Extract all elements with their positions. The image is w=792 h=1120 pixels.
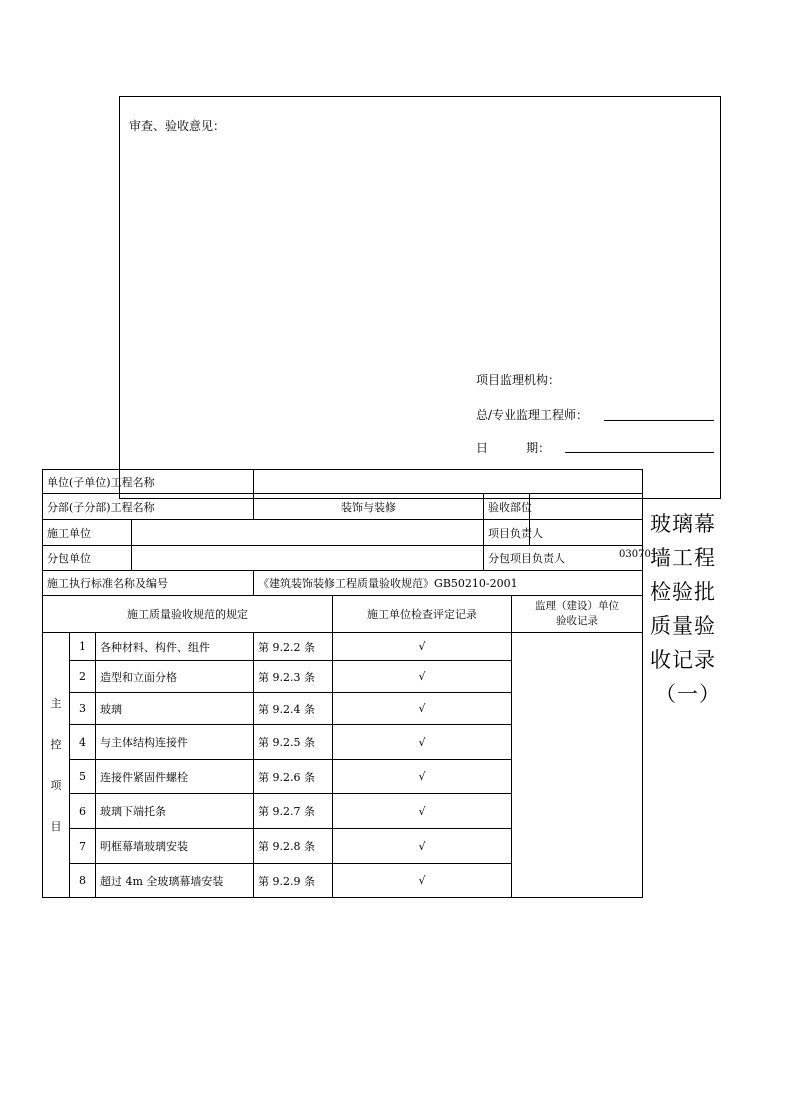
contractor-value[interactable] [132,520,484,546]
side-title-line: 收记录 [650,648,716,672]
main-control-char: 项 [50,779,62,792]
item-number: 7 [70,829,96,864]
project-name-row [43,470,643,494]
date-line [565,452,714,453]
item-name: 造型和立面分格 [96,661,254,693]
main-control-char: 目 [50,820,62,833]
item-check: √ [333,864,512,898]
item-name: 各种材料、构件、组件 [96,633,254,661]
contractor-label: 施工单位 [43,520,132,546]
side-title-line: 玻璃幕 [650,512,716,536]
main-control-char: 主 [50,697,62,710]
item-check: √ [333,661,512,693]
project-manager-value[interactable] [530,520,643,546]
project-name-value[interactable] [254,470,643,494]
item-clause: 第 9.2.2 条 [254,633,333,661]
sub-manager-label: 分包项目负责人 [484,546,643,571]
item-clause: 第 9.2.4 条 [254,693,333,725]
item-name: 连接件紧固件螺栓 [96,760,254,794]
item-number: 4 [70,725,96,760]
standard-row [43,571,643,596]
item-check: √ [333,633,512,661]
main-control-label [43,633,70,898]
date-label: 日 期： [476,441,551,455]
contractor-record-header: 施工单位检查评定记录 [333,596,512,633]
item-check: √ [333,693,512,725]
supervision-org-label: 项目监理机构： [476,373,561,387]
supervisor-header-line1: 监理（建设）单位 [535,600,620,612]
inspection-form-table [42,469,643,898]
inspection-part-value[interactable] [530,494,643,520]
item-name: 超过 4m 全玻璃幕墙安装 [96,864,254,898]
item-number: 5 [70,760,96,794]
item-clause: 第 9.2.8 条 [254,829,333,864]
project-name-label: 单位(子单位)工程名称 [43,470,254,494]
subcontractor-label: 分包单位 [43,546,132,571]
supervisor-header-line2: 验收记录 [556,615,599,627]
item-number: 3 [70,693,96,725]
item-check: √ [333,760,512,794]
subcontractor-row [43,546,643,571]
item-number: 1 [70,633,96,661]
supervising-engineer-label: 总/专业监理工程师： [476,408,589,422]
item-number: 6 [70,794,96,829]
side-title-line: 质量验 [650,614,716,638]
engineer-signature-line [604,420,714,421]
spec-header: 施工质量验收规范的规定 [43,596,333,633]
main-control-char: 控 [50,738,62,751]
subcontractor-value[interactable] [132,546,484,571]
project-manager-label: 项目负责人 [484,520,530,546]
inspection-part-label: 验收部位 [484,494,530,520]
item-check: √ [333,829,512,864]
side-title-line: 墙工程 [650,546,716,570]
subdivision-value: 装饰与装修 [254,494,484,520]
item-check: √ [333,725,512,760]
review-opinion-box [119,96,721,499]
form-code: 030701 [619,549,658,560]
subdivision-row [43,494,643,520]
item-check: √ [333,794,512,829]
supervisor-record-value[interactable] [512,633,643,898]
standard-label: 施工执行标准名称及编号 [43,571,254,596]
item-clause: 第 9.2.3 条 [254,661,333,693]
standard-value: 《建筑装饰装修工程质量验收规范》GB50210-2001 [254,571,643,596]
side-title-line: 检验批 [650,580,716,604]
subdivision-label: 分部(子分部)工程名称 [43,494,254,520]
item-clause: 第 9.2.7 条 [254,794,333,829]
review-title: 审查、验收意见： [129,119,226,133]
contractor-row [43,520,643,546]
item-number: 2 [70,661,96,693]
item-name: 玻璃 [96,693,254,725]
side-title-line: （一） [655,682,721,706]
item-number: 8 [70,864,96,898]
item-clause: 第 9.2.9 条 [254,864,333,898]
item-clause: 第 9.2.5 条 [254,725,333,760]
side-title [650,507,734,711]
supervisor-record-header [512,596,643,633]
item-clause: 第 9.2.6 条 [254,760,333,794]
item-name: 玻璃下端托条 [96,794,254,829]
header-row [43,596,643,633]
item-name: 明框幕墙玻璃安装 [96,829,254,864]
item-name: 与主体结构连接件 [96,725,254,760]
table-row [43,633,643,661]
